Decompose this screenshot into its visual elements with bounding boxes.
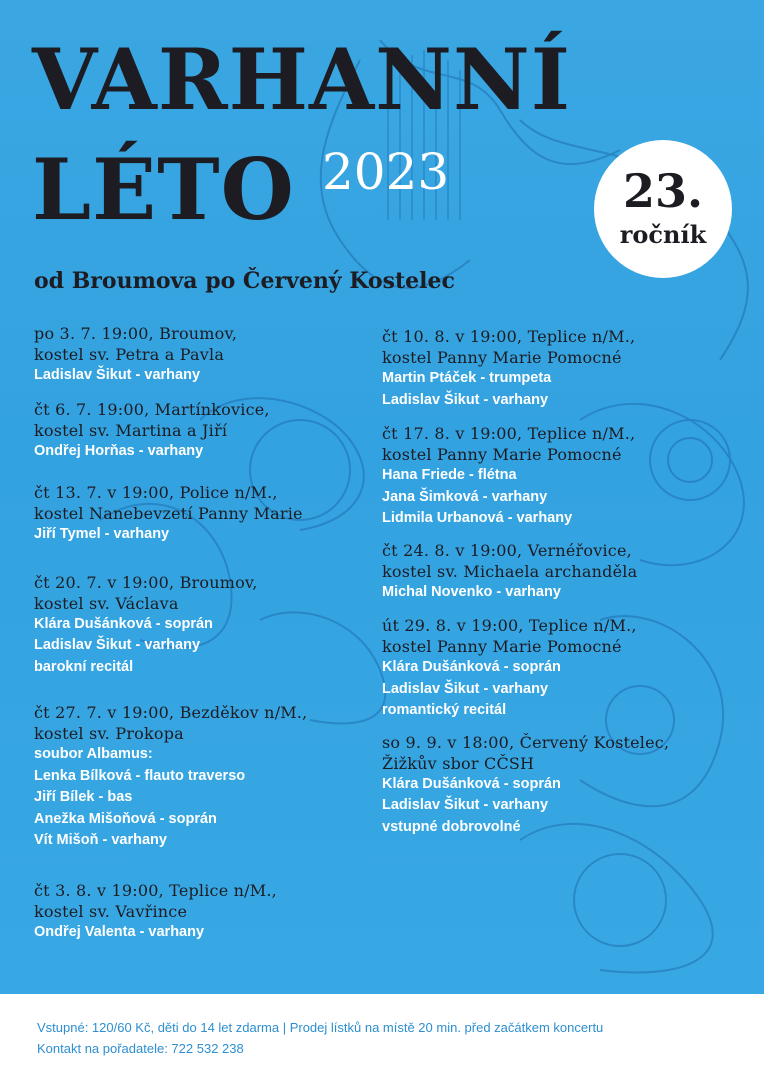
concert-heading: čt 24. 8. v 19:00, Vernéřovice, bbox=[382, 540, 632, 560]
concert-list-left bbox=[34, 323, 379, 943]
concert-event bbox=[34, 880, 379, 944]
concert-performer: Jana Šimková - varhany bbox=[382, 488, 548, 505]
concert-heading: kostel sv. Vavřince bbox=[34, 901, 188, 921]
concert-event bbox=[382, 423, 754, 530]
concert-performer: Ladislav Šikut - varhany bbox=[382, 391, 549, 408]
concert-heading: kostel sv. Michaela archanděla bbox=[382, 561, 638, 581]
concert-heading: kostel sv. Václava bbox=[34, 593, 179, 613]
concert-heading: čt 6. 7. 19:00, Martínkovice, bbox=[34, 399, 270, 419]
concert-performer: barokní recitál bbox=[34, 658, 134, 675]
concert-performer: Martin Ptáček - trumpeta bbox=[382, 370, 552, 386]
concert-event bbox=[34, 323, 379, 387]
year: 2023 bbox=[322, 143, 450, 201]
concert-event bbox=[382, 732, 754, 839]
concert-performer: Jiří Bílek - bas bbox=[34, 789, 133, 805]
concert-performer: Klára Dušánková - soprán bbox=[34, 615, 213, 632]
concert-heading: út 29. 8. v 19:00, Teplice n/M., bbox=[382, 616, 637, 635]
concert-performer: Ladislav Šikut - varhany bbox=[34, 637, 201, 653]
concert-heading: kostel Nanebevzetí Panny Marie bbox=[34, 504, 303, 523]
concert-list-right bbox=[382, 326, 754, 838]
title-line-1: VARHANNÍ bbox=[32, 30, 572, 129]
concert-performer: vstupné dobrovolné bbox=[382, 818, 521, 835]
concert-event bbox=[382, 615, 754, 722]
edition-number: 23. bbox=[622, 164, 704, 218]
subtitle: od Broumova po Červený Kostelec bbox=[34, 268, 455, 294]
concert-heading: čt 10. 8. v 19:00, Teplice n/M., bbox=[382, 327, 636, 346]
concert-heading: Žižkův sbor CČSH bbox=[382, 753, 535, 773]
concert-event bbox=[382, 326, 754, 411]
concert-event bbox=[34, 572, 379, 679]
concert-performer: Ladislav Šikut - varhany bbox=[34, 367, 201, 383]
concert-heading: čt 3. 8. v 19:00, Teplice n/M., bbox=[34, 880, 277, 900]
footer-prices: Vstupné: 120/60 Kč, děti do 14 let zdarma | Prodej lístků na místě 20 min. před začátkem koncertu bbox=[37, 1020, 604, 1035]
concert-performer: soubor Albamus: bbox=[34, 746, 153, 762]
edition-label: ročník bbox=[619, 220, 707, 249]
footer-contact: Kontakt na pořadatele: 722 532 238 bbox=[37, 1041, 244, 1056]
concert-performer: Vít Mišoň - varhany bbox=[34, 832, 167, 848]
concert-event bbox=[34, 399, 379, 463]
concert-performer: Klára Dušánková - soprán bbox=[382, 659, 561, 675]
edition-badge bbox=[594, 140, 732, 278]
concert-heading: kostel sv. Petra a Pavla bbox=[34, 345, 225, 364]
concert-heading: kostel sv. Martina a Jiří bbox=[34, 420, 228, 440]
concert-heading: kostel Panny Marie Pomocné bbox=[382, 445, 622, 464]
concert-performer: Lidmila Urbanová - varhany bbox=[382, 510, 573, 526]
concert-heading: kostel Panny Marie Pomocné bbox=[382, 348, 622, 367]
concert-event bbox=[34, 702, 379, 852]
concert-performer: Ladislav Šikut - varhany bbox=[382, 797, 549, 813]
concert-event bbox=[382, 540, 754, 604]
concert-heading: po 3. 7. 19:00, Broumov, bbox=[34, 324, 238, 343]
concert-heading: kostel sv. Prokopa bbox=[34, 724, 184, 743]
concert-performer: Hana Friede - flétna bbox=[382, 467, 517, 483]
concert-performer: Anežka Mišoňová - soprán bbox=[34, 810, 217, 827]
concert-heading: čt 17. 8. v 19:00, Teplice n/M., bbox=[382, 424, 636, 443]
concert-performer: Michal Novenko - varhany bbox=[382, 583, 561, 600]
concert-heading: čt 13. 7. v 19:00, Police n/M., bbox=[34, 483, 278, 502]
concert-heading: čt 20. 7. v 19:00, Broumov, bbox=[34, 572, 258, 592]
title-line-2: LÉTO bbox=[32, 140, 295, 239]
concert-heading: kostel Panny Marie Pomocné bbox=[382, 637, 622, 656]
concert-performer: Ladislav Šikut - varhany bbox=[382, 680, 549, 697]
concert-performer: Klára Dušánková - soprán bbox=[382, 775, 561, 792]
concert-performer: Lenka Bílková - flauto traverso bbox=[34, 767, 246, 784]
concert-performer: Jiří Tymel - varhany bbox=[34, 526, 170, 542]
concert-performer: Ondřej Valenta - varhany bbox=[34, 923, 205, 940]
footer bbox=[37, 1017, 737, 1059]
concert-performer: Ondřej Horňas - varhany bbox=[34, 442, 204, 459]
concert-heading: čt 27. 7. v 19:00, Bezděkov n/M., bbox=[34, 703, 308, 722]
concert-performer: romantický recitál bbox=[382, 702, 507, 718]
concert-event bbox=[34, 482, 379, 546]
concert-heading: so 9. 9. v 18:00, Červený Kostelec, bbox=[382, 732, 670, 752]
